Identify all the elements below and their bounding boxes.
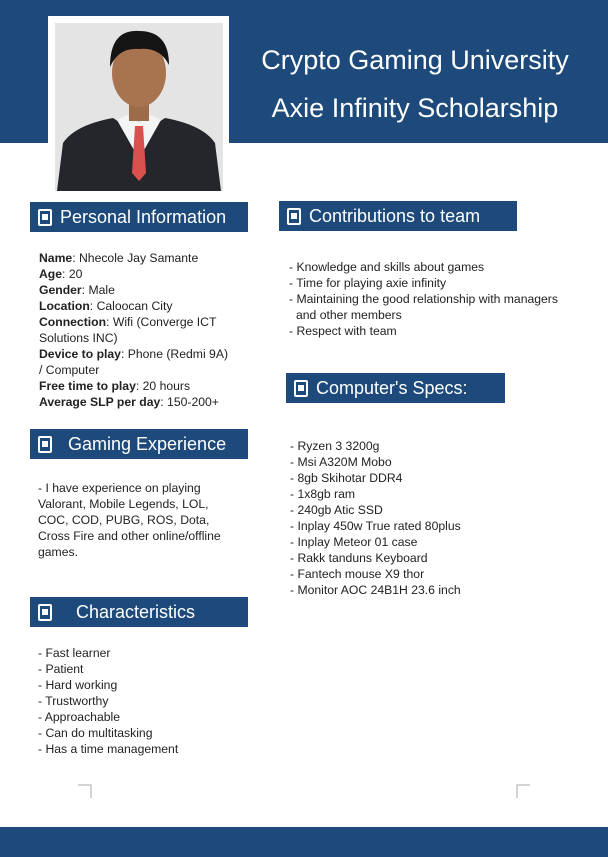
specs-title: Computer's Specs: <box>316 377 468 398</box>
list-item: - Time for playing axie infinity <box>289 276 447 290</box>
personal-field: Average SLP per day: 150-200+ <box>39 395 219 409</box>
contributions-heading <box>279 201 517 231</box>
experience-text: - I have experience on playing Valorant, Mobile Legends, LOL, COC, COD, PUBG, ROS, Dota, Cross Fire and other online/offline games. <box>38 481 221 559</box>
specs-list <box>290 438 570 598</box>
personal-field: Name: Nhecole Jay Samante <box>39 251 199 265</box>
list-item: - Trustworthy <box>38 694 109 708</box>
person-portrait-image <box>55 23 223 191</box>
list-item: - Inplay Meteor 01 case <box>290 535 418 549</box>
personal-field: Gender: Male <box>39 283 115 297</box>
experience-heading <box>30 429 248 459</box>
document-icon <box>38 209 52 226</box>
list-item: - Respect with team <box>289 324 397 338</box>
list-item: - Msi A320M Mobo <box>290 455 392 469</box>
characteristics-heading <box>30 597 248 627</box>
list-item: - 1x8gb ram <box>290 487 356 501</box>
list-item: - Hard working <box>38 678 118 692</box>
document-icon <box>38 604 52 621</box>
characteristics-title: Characteristics <box>76 601 196 622</box>
list-item: - Has a time management <box>38 742 179 756</box>
personal-field: Connection: Wifi (Converge ICT Solutions INC) <box>39 315 217 345</box>
list-item: - Maintaining the good relationship with managers and other members <box>289 292 558 322</box>
list-item: - Fast learner <box>38 646 111 660</box>
personal-field: Location: Caloocan City <box>39 299 173 313</box>
list-item: - 8gb Skihotar DDR4 <box>290 471 403 485</box>
title-line-1: Crypto Gaming University <box>261 45 569 75</box>
corner-mark-icon <box>516 784 530 798</box>
characteristics-list <box>38 645 238 757</box>
title-line-2: Axie Infinity Scholarship <box>271 93 559 123</box>
list-item: - Approachable <box>38 710 120 724</box>
profile-photo <box>55 23 223 191</box>
list-item: - Rakk tanduns Keyboard <box>290 551 428 565</box>
list-item: - 240gb Atic SSD <box>290 503 383 517</box>
specs-heading <box>286 373 505 403</box>
contributions-list <box>289 259 574 339</box>
list-item: - Ryzen 3 3200g <box>290 439 380 453</box>
list-item: - Inplay 450w True rated 80plus <box>290 519 461 533</box>
footer-band <box>0 827 608 857</box>
list-item: - Monitor AOC 24B1H 23.6 inch <box>290 583 461 597</box>
contributions-title: Contributions to team <box>309 205 481 226</box>
document-icon <box>38 436 52 453</box>
personal-info-list <box>39 250 229 410</box>
personal-field: Age: 20 <box>39 267 83 281</box>
personal-info-heading <box>30 202 248 232</box>
personal-field: Device to play: Phone (Redmi 9A) / Computer <box>39 347 229 377</box>
list-item: - Fantech mouse X9 thor <box>290 567 425 581</box>
list-item: - Knowledge and skills about games <box>289 260 485 274</box>
personal-field: Free time to play: 20 hours <box>39 379 191 393</box>
corner-mark-icon <box>78 784 92 798</box>
personal-info-title: Personal Information <box>60 206 227 227</box>
experience-title: Gaming Experience <box>68 433 227 454</box>
list-item: - Patient <box>38 662 84 676</box>
list-item: - Can do multitasking <box>38 726 153 740</box>
document-icon <box>294 380 308 397</box>
document-icon <box>287 208 301 225</box>
